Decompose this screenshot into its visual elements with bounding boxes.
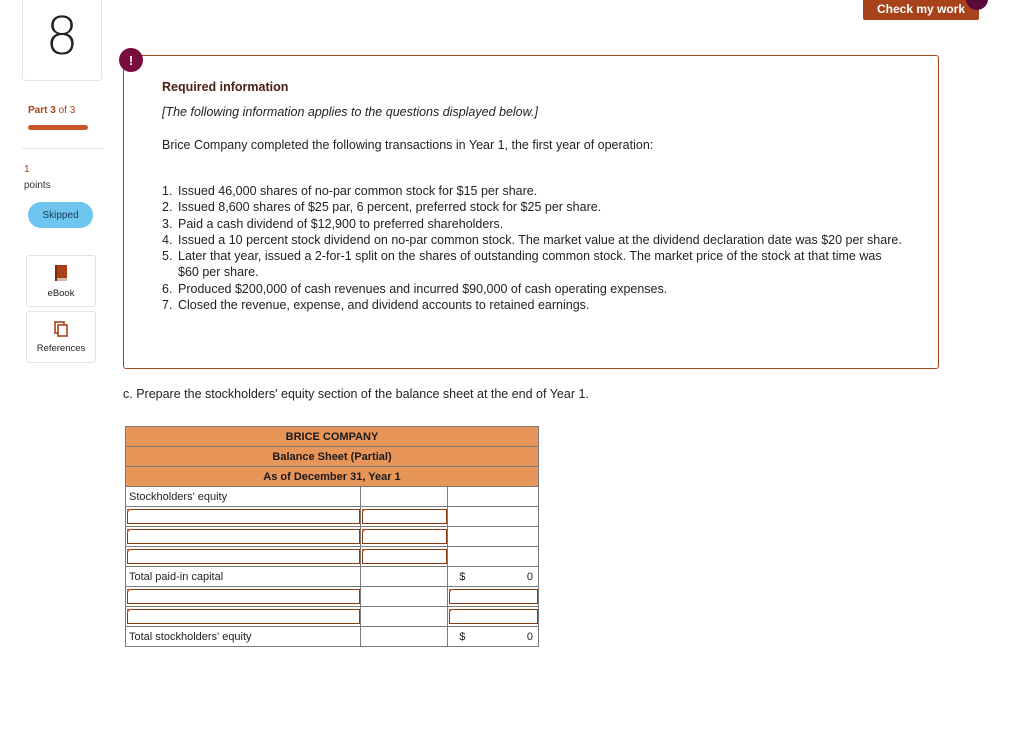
- section-label: Stockholders' equity: [126, 487, 361, 507]
- part-progress-bar: [28, 125, 88, 130]
- required-info-title: Required information: [162, 80, 289, 94]
- check-my-work-button[interactable]: Check my work: [863, 0, 979, 20]
- ebook-button[interactable]: [26, 255, 96, 307]
- transaction-item: 5. Later that year, issued a 2-for-1 split on the shares of outstanding common stock. The market price of the stock at that time was $60 per share.: [162, 249, 882, 280]
- copy-icon: [54, 321, 68, 337]
- transaction-item: 6. Produced $200,000 of cash revenues and incurred $90,000 of cash operating expenses.: [162, 281, 668, 296]
- amount-input[interactable]: [449, 589, 538, 604]
- part-indicator: [28, 105, 75, 116]
- account-input[interactable]: [127, 589, 360, 604]
- required-info-intro: Brice Company completed the following transactions in Year 1, the first year of operation:: [162, 138, 654, 152]
- required-information-panel: [123, 55, 939, 369]
- points-value: 1: [24, 164, 30, 175]
- references-label: References: [36, 342, 86, 354]
- account-input[interactable]: [127, 609, 360, 624]
- ebook-label: eBook: [47, 287, 75, 299]
- transaction-item: 1. Issued 46,000 shares of no-par common stock for $15 per share.: [162, 184, 538, 198]
- part-text: Part: [28, 105, 48, 116]
- sidebar-divider: [22, 148, 104, 149]
- account-input[interactable]: [127, 549, 360, 564]
- transaction-item: 2. Issued 8,600 shares of $25 par, 6 percent, preferred stock for $25 per share.: [162, 200, 602, 215]
- amount-input[interactable]: [362, 549, 447, 564]
- balance-sheet-table: [125, 426, 539, 647]
- total-equity-value: $ 0: [448, 627, 539, 647]
- statement-name: Balance Sheet (Partial): [126, 447, 539, 467]
- part-progress-fill: [28, 125, 88, 130]
- amount-input[interactable]: [362, 529, 447, 544]
- account-input[interactable]: [127, 529, 360, 544]
- total-equity-label: Total stockholders' equity: [126, 627, 361, 647]
- account-input[interactable]: [127, 509, 360, 524]
- transaction-list: [162, 183, 902, 313]
- amount-input[interactable]: [362, 509, 447, 524]
- total-paid-in-label: Total paid-in capital: [126, 567, 361, 587]
- references-button[interactable]: [26, 311, 96, 363]
- amount-input[interactable]: [449, 609, 538, 624]
- company-name: BRICE COMPANY: [126, 427, 539, 447]
- book-icon: [54, 264, 68, 282]
- total-paid-in-value: $ 0: [448, 567, 539, 587]
- transaction-item: 3. Paid a cash dividend of $12,900 to preferred shareholders.: [162, 216, 504, 231]
- question-prompt: c. Prepare the stockholders' equity section of the balance sheet at the end of Year 1.: [123, 387, 589, 401]
- question-number: 8: [45, 7, 79, 67]
- alert-icon: !: [119, 48, 143, 72]
- points-label: points: [24, 180, 51, 191]
- part-of: of 3: [58, 105, 76, 116]
- statement-date: As of December 31, Year 1: [126, 467, 539, 487]
- required-info-subtitle: [The following information applies to the questions displayed below.]: [162, 105, 538, 119]
- status-badge: Skipped: [28, 202, 93, 228]
- transaction-item: 7. Closed the revenue, expense, and dividend accounts to retained earnings.: [162, 298, 590, 313]
- question-number-box: [22, 0, 102, 81]
- part-current: 3: [50, 105, 56, 116]
- transaction-item: 4. Issued a 10 percent stock dividend on no-par common stock. The market value at the dividend declaration date was $20 per share.: [162, 232, 902, 247]
